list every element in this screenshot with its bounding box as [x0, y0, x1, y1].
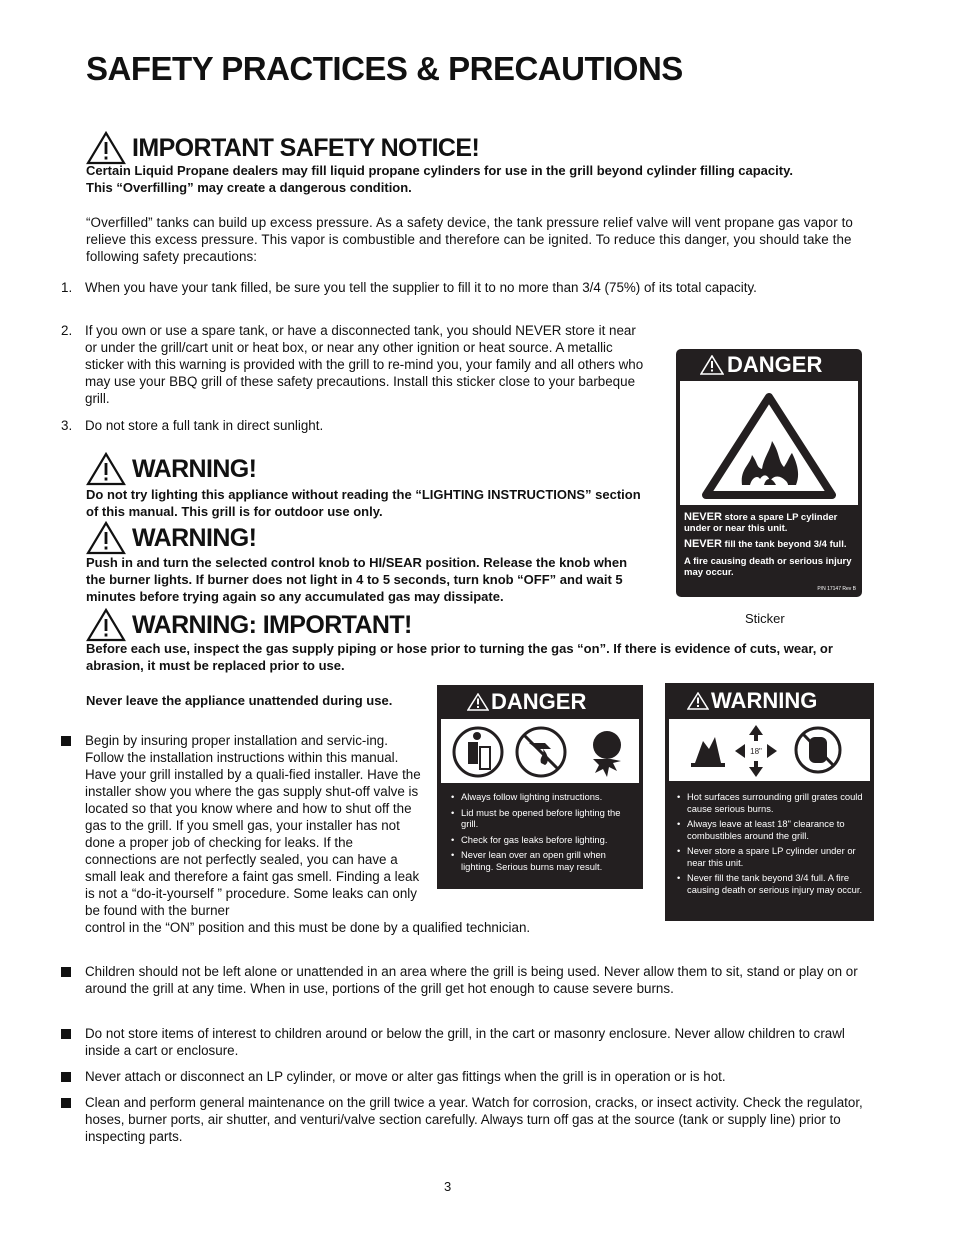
fire-hazard-icon [680, 381, 858, 505]
sticker-text: NEVER store a spare LP cylinder under or near this unit. NEVER fill the tank beyond 3/4 full. A fire causing death or serious injury may occur. [684, 511, 852, 578]
warning-triangle-icon [86, 452, 126, 486]
warning-3-text: Before each use, inspect the gas supply piping or hose prior to turning the gas “on”. If there is evidence of cuts, wear, or abrasion, it must be replaced prior to use. [86, 641, 833, 673]
warning-triangle-icon [467, 693, 489, 711]
warning-tip: • Never fill the tank beyond 3/4 full. A fire causing death or serious injury may occur. [675, 872, 867, 895]
bullet-item-1-text [85, 732, 531, 936]
warning-1-text: Do not try lighting this appliance without reading the “LIGHTING INSTRUCTIONS” section of this manual. This grill is for outdoor use only. [86, 487, 641, 519]
bullet-item-5: Clean and perform general maintenance on the grill twice a year. Watch for corrosion, cracks, or insect activity. Check the regulator, hoses, burner ports, air shutter, and venturi/valve section carefully. Always turn off gas at the source (tank or supply line) prior to inspecting parts. [61, 1094, 871, 1145]
notice-bold-line-1: Certain Liquid Propane dealers may fill liquid propane cylinders for use in the grill beyond cylinder filling capacity. [86, 163, 793, 178]
warning-label-header: WARNING [665, 683, 874, 719]
numbered-item-2: 2. If you own or use a spare tank, or have a disconnected tank, you should NEVER store it near or under the grill/cart unit or heat box, or near any other ignition or heat source. A metallic sticker with this warning is provided with the grill to re-mind you, your family and all others who may use your BBQ grill of these safety precautions. Install this sticker close to your barbeque grill. [61, 323, 644, 406]
page-title: SAFETY PRACTICES & PRECAUTIONS [86, 50, 683, 87]
warning-label-icons [669, 719, 870, 781]
explosion-icon [593, 731, 621, 777]
danger-label [437, 685, 643, 889]
warning-triangle-icon [687, 692, 709, 710]
numbered-item-3: 3. Do not store a full tank in direct sunlight. [61, 418, 324, 433]
warning-triangle-icon [86, 608, 126, 642]
danger-label-icons [441, 719, 639, 783]
bullet-square-icon [61, 1072, 71, 1082]
no-open-flame-icon [517, 728, 565, 776]
warning-tip: • Always leave at least 18" clearance to combustibles around the grill. [675, 818, 867, 841]
warning-1-heading: WARNING! [86, 452, 256, 486]
hot-surface-icon [691, 737, 725, 767]
numbered-item-1: 1. When you have your tank filled, be sure you tell the supplier to fill it to no more than 3/4 (75%) of its total capacity. [61, 280, 757, 295]
bullet-item-3: Do not store items of interest to children around or below the grill, in the cart or masonry enclosure. Never allow children to crawl inside a cart or enclosure. [61, 1025, 871, 1059]
clearance-value: 18" [750, 747, 762, 756]
bullet-square-icon [61, 1029, 71, 1039]
page-number: 3 [444, 1179, 452, 1194]
warning-tip: • Hot surfaces surrounding grill grates could cause serious burns. [675, 791, 867, 814]
warning-label-tips [675, 791, 867, 899]
danger-tip: • Check for gas leaks before lighting. [449, 834, 635, 846]
warning-tip: • Never store a spare LP cylinder under or near this unit. [675, 845, 867, 868]
danger-tip: • Lid must be opened before lighting the grill. [449, 807, 635, 830]
danger-label-header: DANGER [437, 685, 643, 719]
never-leave-text: Never leave the appliance unattended during use. [86, 693, 393, 708]
warning-triangle-icon [700, 355, 724, 375]
sticker-part-number: P/N 17147 Rev B [817, 586, 856, 592]
notice-paragraph: “Overfilled” tanks can build up excess pressure. As a safety device, the tank pressure relief valve will vent propane gas vapor to relieve this excess pressure. This vapor is combustible and therefore can be ignited. To reduce this danger, you should take the following safety precautions: [86, 215, 853, 264]
sticker-graphic-panel [680, 381, 858, 505]
read-manual-icon [454, 728, 502, 776]
bullet-item-2: Children should not be left alone or unattended in an area where the grill is being used. Never allow them to sit, stand or play on or around the grill at any time. When in use, portions of the grill get hot enough to cause severe burns. [61, 963, 871, 997]
warning-2-text: Push in and turn the selected control knob to HI/SEAR position. Release the knob when the burner lights. If burner does not light in 4 to 5 seconds, turn knob “OFF” and wait 5 minutes before trying again so any accumulated gas may dissipate. [86, 555, 628, 604]
sticker-caption: Sticker [745, 611, 785, 626]
bullet-1-text-part: Begin by insuring proper installation and servic-ing. Follow the installation instructions within this manual. Have your grill installed by a quali-fied installer. Have the installer show you where the gas supply shut-off valve is located so that you know where and how to shut off the gas to the grill. If you smell gas, your installer has not done a proper job of checking for leaks. If the connections are not perfectly sealed, you can have a small leak and therefore a faint gas smell. Finding a leak is not a “do-it-yourself ” procedure. Some leaks can only be found with the burner [85, 733, 421, 918]
warning-triangle-icon [86, 521, 126, 555]
warning-label [665, 683, 874, 921]
notice-heading: IMPORTANT SAFETY NOTICE! [86, 131, 479, 165]
warning-2-heading: WARNING! [86, 521, 256, 555]
bullet-1-text-tail: control in the “ON” position and this must be done by a qualified technician. [85, 920, 531, 935]
bullet-item-4: Never attach or disconnect an LP cylinder, or move or alter gas fittings when the grill is in operation or is hot. [61, 1068, 871, 1085]
warning-3-heading: WARNING: IMPORTANT! [86, 608, 412, 642]
danger-tip: • Always follow lighting instructions. [449, 791, 635, 803]
danger-sticker [676, 349, 862, 597]
danger-tip: • Never lean over an open grill when lighting. Serious burns may result. [449, 849, 635, 872]
warning-triangle-icon [86, 131, 126, 165]
sticker-header: DANGER [676, 349, 862, 381]
notice-bold-line-2: This “Overfilling” may create a dangerous condition. [86, 180, 412, 195]
danger-label-tips [449, 791, 635, 876]
bullet-square-icon [61, 967, 71, 977]
bullet-square-icon [61, 736, 71, 746]
bullet-square-icon [61, 1098, 71, 1108]
no-lp-cylinder-icon [796, 728, 840, 772]
